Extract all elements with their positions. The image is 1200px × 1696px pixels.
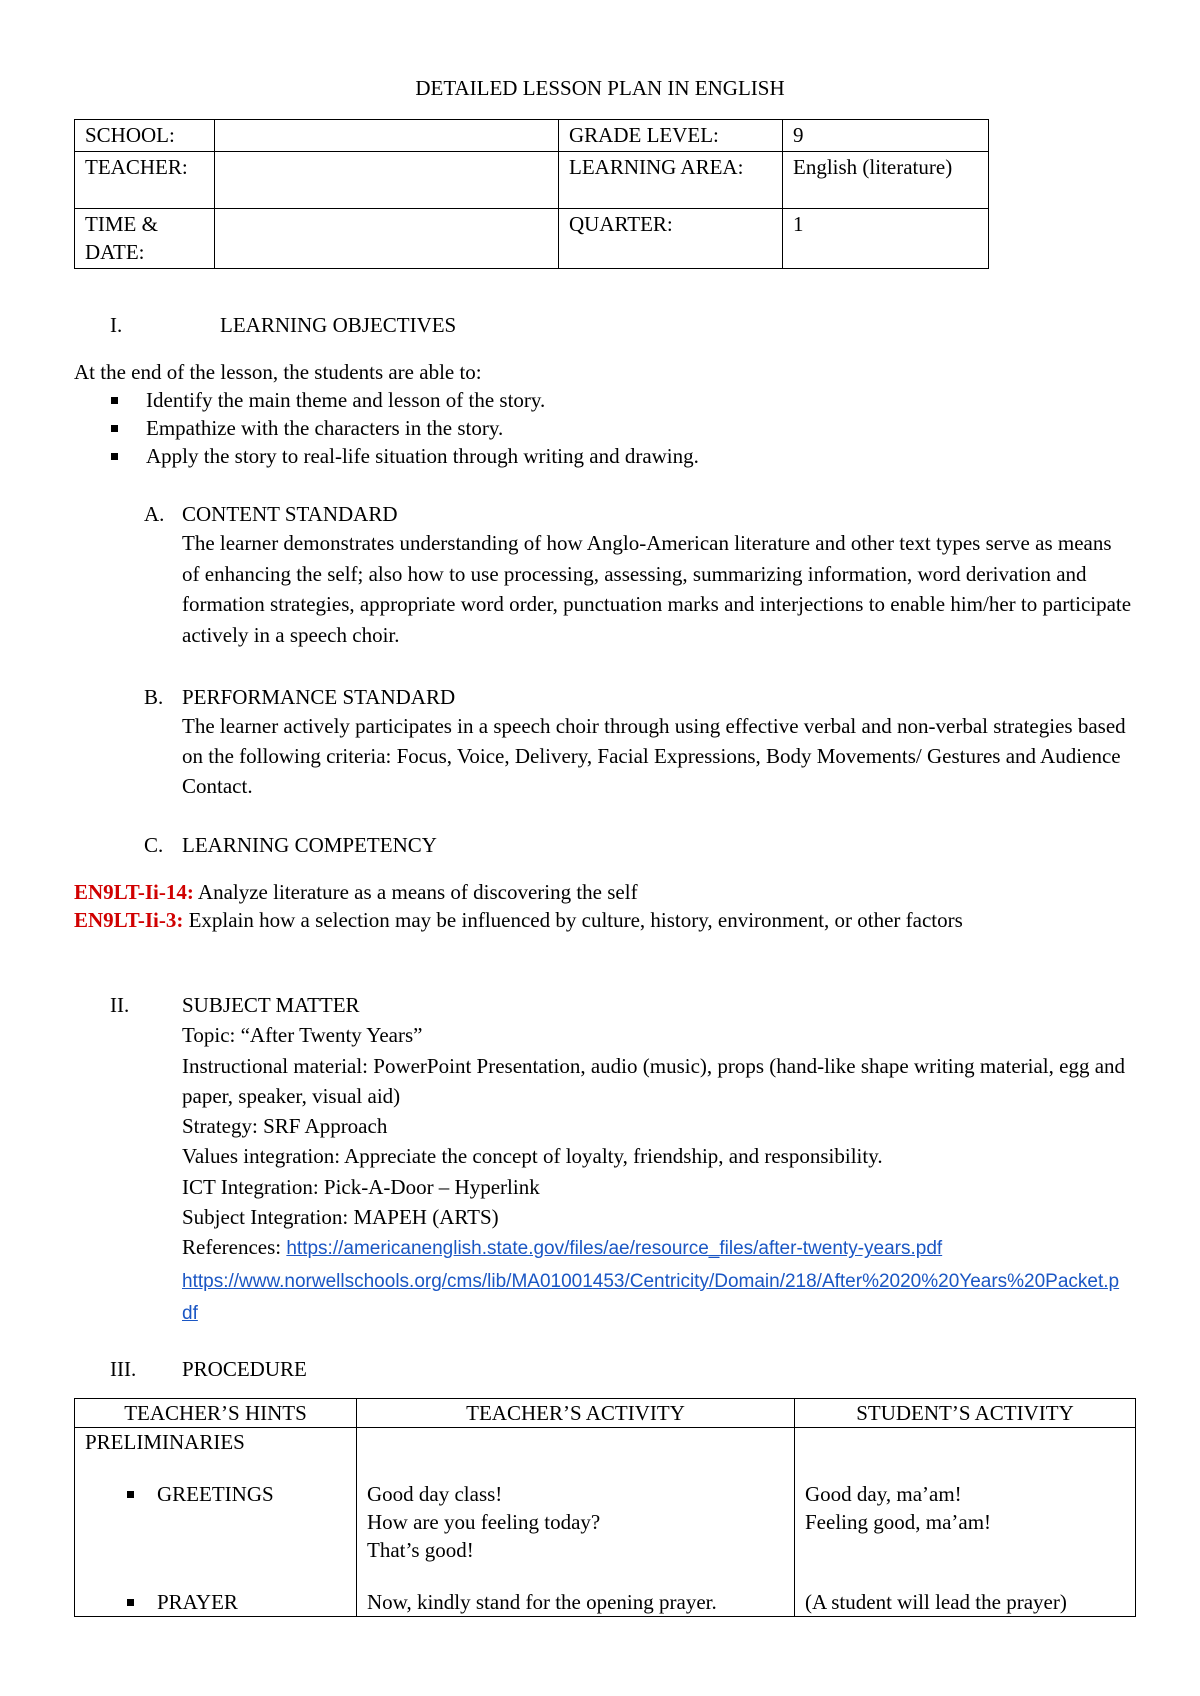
values-integration: Values integration: Appreciate the concept of loyalty, friendship, and responsibility. <box>182 1144 883 1169</box>
student-line: Feeling good, ma’am! <box>805 1510 992 1534</box>
competency-text: Analyze literature as a means of discovering the self <box>193 880 638 904</box>
hints-cell <box>75 1428 357 1617</box>
column-header: TEACHER’S HINTS <box>75 1399 357 1428</box>
sub-letter: C. <box>144 833 164 857</box>
greetings-hint: GREETINGS <box>85 1480 346 1508</box>
column-header: TEACHER’S ACTIVITY <box>357 1399 795 1428</box>
learning-area-label: LEARNING AREA: <box>559 152 783 209</box>
objectives-intro: At the end of the lesson, the students are able to: <box>74 360 482 384</box>
prayer-hint: PRAYER <box>85 1588 346 1616</box>
learning-area-value: English (literature) <box>783 152 989 209</box>
list-item: Apply the story to real-life situation through writing and drawing. <box>74 442 1134 470</box>
section-procedure-heading <box>110 1355 307 1383</box>
time-date-value <box>215 209 559 269</box>
competency-item <box>74 906 994 934</box>
school-value <box>215 120 559 152</box>
references <box>182 1232 1140 1264</box>
teacher-activity-cell <box>357 1428 795 1617</box>
school-label: SCHOOL: <box>75 120 215 152</box>
sub-title: PERFORMANCE STANDARD <box>182 685 456 709</box>
teacher-line: That’s good! <box>367 1538 474 1562</box>
objectives-list <box>74 386 1134 470</box>
list-item: Identify the main theme and lesson of the story. <box>74 386 1134 414</box>
reference-2-row <box>182 1265 1122 1330</box>
info-table <box>74 119 989 269</box>
teacher-line: Now, kindly stand for the opening prayer. <box>367 1590 717 1614</box>
sub-title: LEARNING COMPETENCY <box>182 833 437 857</box>
teacher-line: How are you feeling today? <box>367 1510 601 1534</box>
teacher-line: Good day class! <box>367 1482 503 1506</box>
grade-label: GRADE LEVEL: <box>559 120 783 152</box>
document-title: DETAILED LESSON PLAN IN ENGLISH <box>415 76 785 100</box>
teacher-label: TEACHER: <box>75 152 215 209</box>
competency-text: Explain how a selection may be influenced by culture, history, environment, or other factors <box>183 908 963 932</box>
learning-competency-heading <box>144 831 437 859</box>
reference-link-2[interactable]: https://www.norwellschools.org/cms/lib/MA01001453/Centricity/Domain/218/After%2020%20Years%20Packet.pdf <box>182 1270 1120 1324</box>
student-line: Good day, ma’am! <box>805 1482 962 1506</box>
section-number: III. <box>110 1357 137 1381</box>
instructional-material: Instructional material: PowerPoint Presentation, audio (music), props (hand-like shape writing material, egg and paper, speaker, visual aid) <box>182 1053 1126 1108</box>
section-number: I. <box>110 313 123 337</box>
competency-list <box>74 878 994 934</box>
strategy: Strategy: SRF Approach <box>182 1114 388 1139</box>
references-label: References: <box>182 1235 287 1260</box>
list-item: Empathize with the characters in the story. <box>74 414 1134 442</box>
subject-matter <box>110 990 1140 1329</box>
procedure-table <box>74 1398 1136 1617</box>
time-date-label: TIME & DATE: <box>75 209 215 269</box>
content-standard <box>144 500 1134 650</box>
grade-value: 9 <box>783 120 989 152</box>
performance-standard-text: The learner actively participates in a speech choir through using effective verbal and non-verbal strategies based on the following criteria: Focus, Voice, Delivery, Facial Expressions, Body Movements/ Gestures and Audience Contact. <box>182 714 1126 798</box>
competency-code: EN9LT-Ii-3: <box>74 908 184 932</box>
column-header: STUDENT’S ACTIVITY <box>795 1399 1136 1428</box>
section-title: SUBJECT MATTER <box>182 993 360 1017</box>
subject-integration: Subject Integration: MAPEH (ARTS) <box>182 1205 499 1230</box>
reference-link-1[interactable]: https://americanenglish.state.gov/files/ae/resource_files/after-twenty-years.pdf <box>286 1238 943 1260</box>
quarter-label: QUARTER: <box>559 209 783 269</box>
section-title: PROCEDURE <box>182 1357 307 1381</box>
sub-letter: A. <box>144 502 165 526</box>
student-line: (A student will lead the prayer) <box>805 1590 1067 1614</box>
content-standard-text: The learner demonstrates understanding of how Anglo-American literature and other text types serve as means of enhancing the self; also how to use processing, assessing, summarizing information, word derivation and formation strategies, appropriate word order, punctuation marks and interjections to enable him/her to participate actively in a speech choir. <box>182 531 1132 647</box>
sub-letter: B. <box>144 685 164 709</box>
ict-integration: ICT Integration: Pick-A-Door – Hyperlink <box>182 1174 540 1199</box>
topic: Topic: “After Twenty Years” <box>182 1023 423 1048</box>
competency-item <box>74 878 994 906</box>
section-objectives-heading <box>110 311 456 339</box>
quarter-value: 1 <box>783 209 989 269</box>
section-number: II. <box>110 993 130 1017</box>
competency-code: EN9LT-Ii-14: <box>74 880 194 904</box>
sub-title: CONTENT STANDARD <box>182 502 398 526</box>
section-title: LEARNING OBJECTIVES <box>220 313 457 337</box>
preliminaries-label: PRELIMINARIES <box>85 1430 245 1454</box>
teacher-value <box>215 152 559 209</box>
performance-standard <box>144 683 1134 801</box>
student-activity-cell <box>795 1428 1136 1617</box>
